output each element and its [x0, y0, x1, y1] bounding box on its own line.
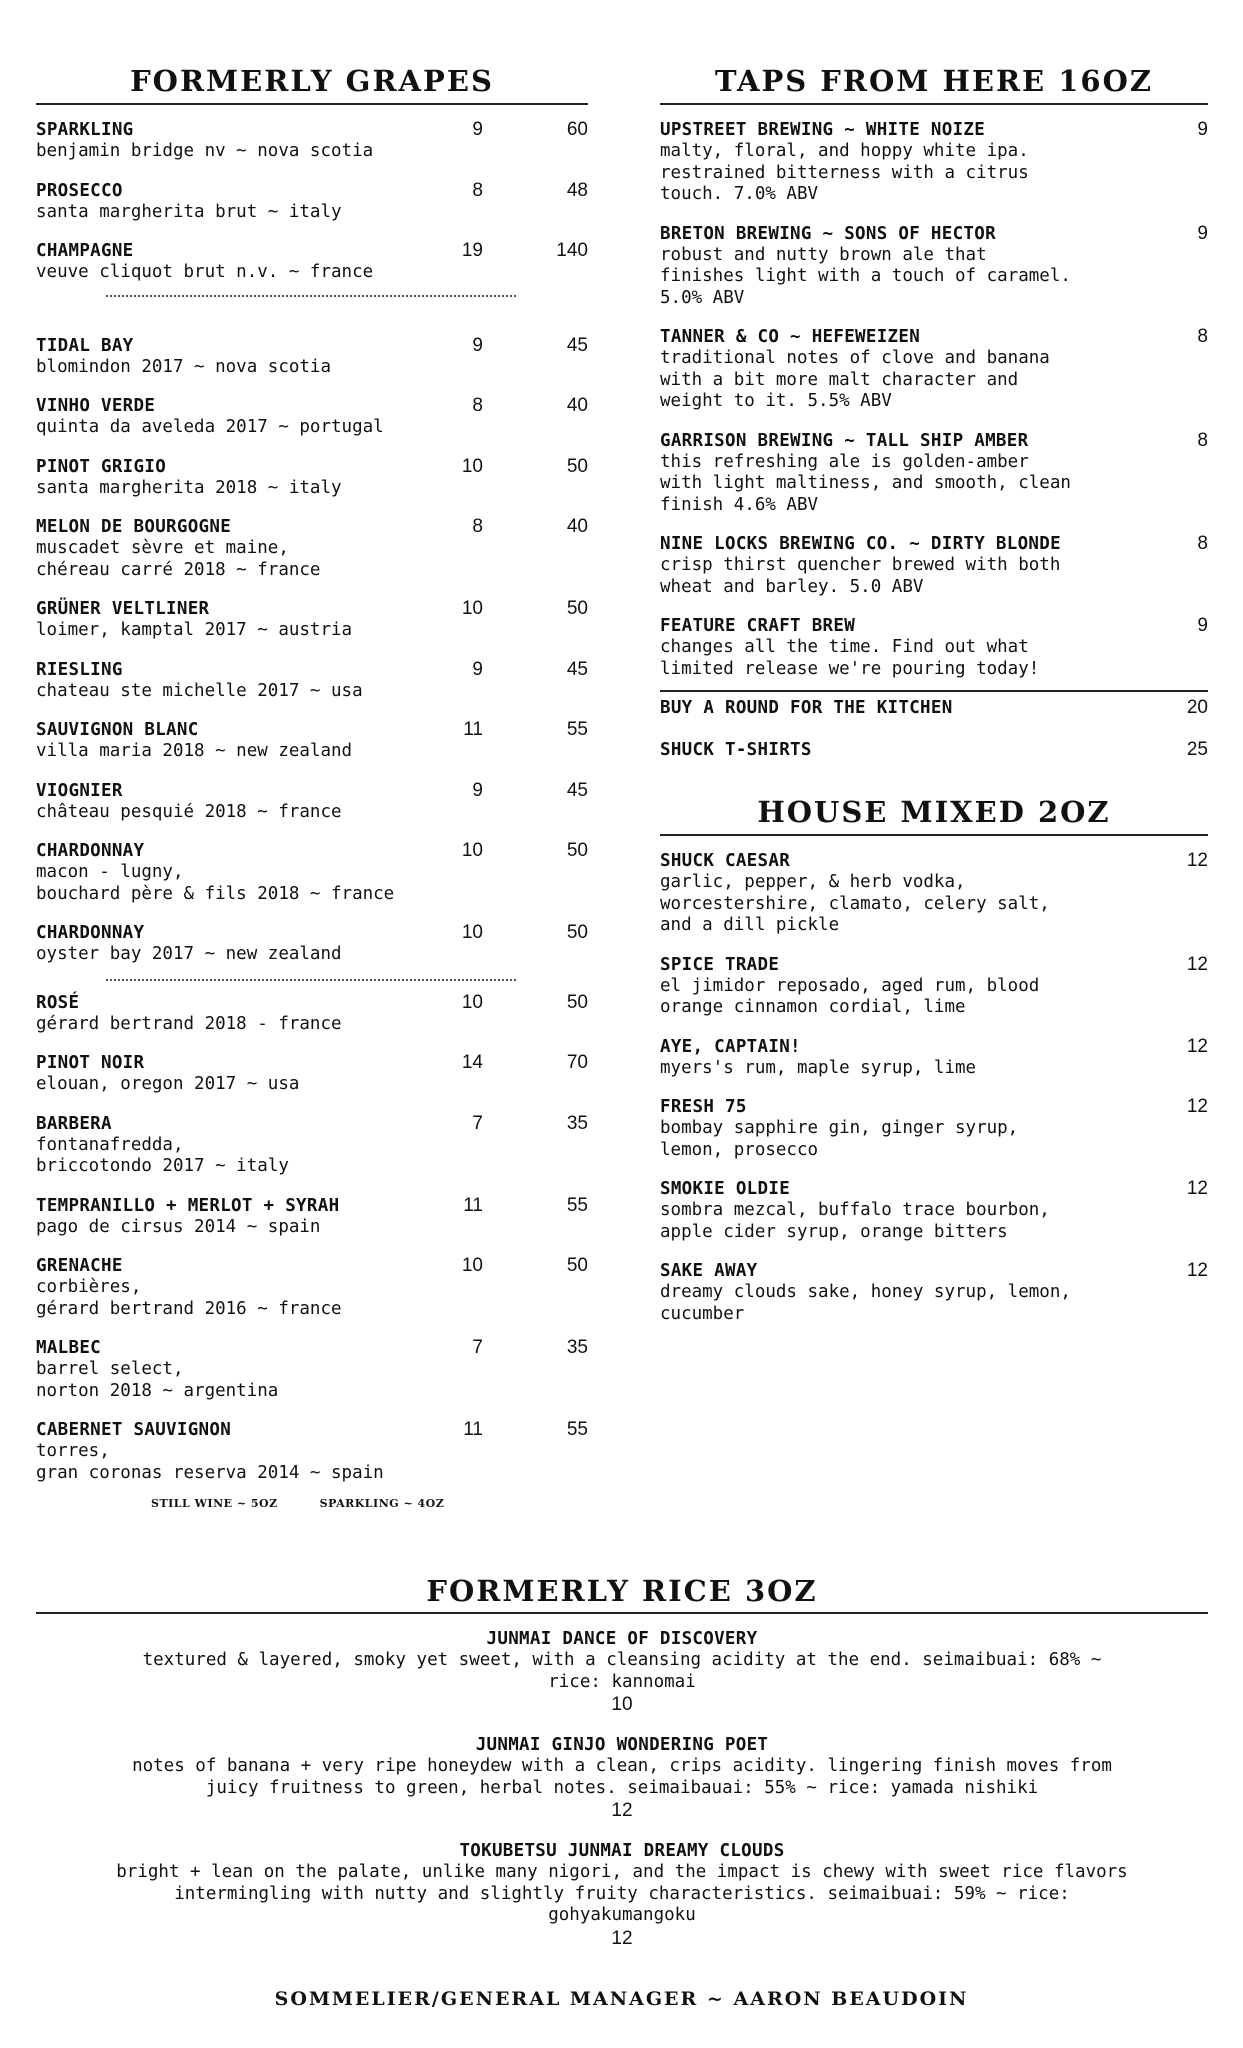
- glass-price: 9: [472, 334, 483, 356]
- bottle-price: 60: [566, 119, 588, 140]
- wine-description: pago de cirsus 2014 ~ spain: [36, 1216, 321, 1237]
- extras-list: [660, 697, 1208, 761]
- wine-name: GRENACHE: [36, 1256, 123, 1276]
- glass-price: 9: [472, 658, 483, 680]
- drink-price: 9: [1197, 119, 1208, 140]
- wine-description: loimer, kamptal 2017 ~ austria: [36, 620, 353, 640]
- mixed-drinks-list: [660, 850, 1208, 1325]
- cocktail-item: [660, 850, 1208, 937]
- sake-section-title: FORMERLY RICE 3OZ: [426, 1574, 818, 1608]
- extra-name: SHUCK T-SHIRTS: [660, 740, 812, 760]
- wine-description: oyster bay 2017 ~ new zealand: [36, 944, 342, 964]
- pour-size-note: [151, 1497, 588, 1510]
- wine-name: RIESLING: [36, 659, 123, 680]
- glass-price: 14: [461, 1052, 483, 1073]
- wine-item: [36, 719, 588, 763]
- sparkling-wine-list: [36, 119, 588, 284]
- extra-price: 25: [1186, 739, 1208, 760]
- glass-price: 10: [461, 455, 483, 477]
- drink-price: 12: [1186, 1260, 1208, 1281]
- bottle-price: 45: [566, 779, 588, 801]
- drink-description: garlic, pepper, & herb vodka, worcestershire, clamato, celery salt, and a dill pickle: [660, 872, 1050, 935]
- glass-price: 10: [461, 840, 483, 861]
- glass-price: 8: [472, 516, 483, 537]
- cocktail-item: [660, 954, 1208, 1019]
- wine-item: [36, 598, 588, 642]
- wine-description: santa margherita 2018 ~ italy: [36, 477, 342, 498]
- wine-item: [36, 180, 588, 224]
- glass-price: 10: [461, 598, 483, 619]
- drink-price: 8: [1197, 326, 1208, 347]
- drink-name: SMOKIE OLDIE: [660, 1179, 791, 1199]
- drink-description: sombra mezcal, buffalo trace bourbon, apple cider syrup, orange bitters: [660, 1200, 1050, 1242]
- dotted-divider: [106, 979, 516, 981]
- wine-item: [36, 1052, 588, 1096]
- bottle-price: 40: [566, 395, 588, 416]
- wine-name: MELON DE BOURGOGNE: [36, 517, 232, 537]
- drink-price: 9: [1197, 222, 1208, 244]
- drink-description: this refreshing ale is golden-amber with light maltiness, and smooth, clean finish 4.6% ABV: [660, 451, 1071, 515]
- wine-description: elouan, oregon 2017 ~ usa: [36, 1074, 300, 1094]
- wine-title-rule: [36, 103, 588, 105]
- wine-item: [36, 840, 588, 905]
- bottle-price: 35: [566, 1112, 588, 1134]
- bottle-price: 50: [566, 598, 588, 619]
- drink-name: NINE LOCKS BREWING CO. ~ DIRTY BLONDE: [660, 534, 1061, 554]
- wine-name: VIOGNIER: [36, 780, 123, 801]
- wine-name: PROSECCO: [36, 180, 123, 201]
- wine-item: [36, 1419, 588, 1484]
- drink-description: el jimidor reposado, aged rum, blood orange cinnamon cordial, lime: [660, 975, 1040, 1017]
- extra-item: [660, 697, 1208, 719]
- wine-item: [36, 335, 588, 379]
- cocktail-item: [660, 1096, 1208, 1161]
- wine-description: fontanafredda, briccotondo 2017 ~ italy: [36, 1134, 289, 1176]
- glass-price: 10: [461, 991, 483, 1013]
- glass-price: 19: [461, 240, 483, 261]
- bottle-price: 40: [566, 516, 588, 537]
- wine-item: [36, 992, 588, 1036]
- wine-item: [36, 516, 588, 581]
- drink-name: GARRISON BREWING ~ TALL SHIP AMBER: [660, 430, 1029, 451]
- wine-name: GRÜNER VELTLINER: [36, 599, 210, 619]
- glass-price: 10: [461, 922, 483, 943]
- wine-item: [36, 780, 588, 824]
- drink-description: malty, floral, and hoppy white ipa. restrained bitterness with a citrus touch. 7.0% ABV: [660, 141, 1029, 204]
- wine-name: CHARDONNAY: [36, 841, 145, 861]
- taps-title-rule: [660, 103, 1208, 105]
- drink-description: crisp thirst quencher brewed with both wheat and barley. 5.0 ABV: [660, 555, 1061, 597]
- wine-name: PINOT NOIR: [36, 1053, 145, 1073]
- glass-price: 9: [472, 779, 483, 801]
- sake-item: [36, 1628, 1208, 1717]
- sake-description: textured & layered, smoky yet sweet, with a cleansing acidity at the end. seimaibuai: 68% ~ rice: kannomai: [142, 1650, 1102, 1692]
- beer-item: [660, 119, 1208, 206]
- red-wine-list: [36, 992, 588, 1485]
- glass-price: 9: [472, 119, 483, 140]
- wine-name: CABERNET SAUVIGNON: [36, 1420, 232, 1440]
- bottle-price: 55: [566, 1419, 588, 1440]
- beer-item: [660, 533, 1208, 598]
- glass-price: 10: [461, 1255, 483, 1276]
- drink-price: 12: [1186, 1035, 1208, 1057]
- cocktail-item: [660, 1178, 1208, 1243]
- bottle-price: 50: [566, 991, 588, 1013]
- wine-item: [36, 240, 588, 284]
- drink-description: changes all the time. Find out what limited release we're pouring today!: [660, 637, 1040, 679]
- drink-description: dreamy clouds sake, honey syrup, lemon, cucumber: [660, 1282, 1071, 1324]
- wine-description: macon - lugny, bouchard père & fils 2018 ~ france: [36, 862, 395, 904]
- wine-description: barrel select, norton 2018 ~ argentina: [36, 1359, 279, 1401]
- extra-price: 20: [1186, 697, 1208, 718]
- wine-item: [36, 119, 588, 163]
- sake-item: [36, 1734, 1208, 1823]
- extra-name: BUY A ROUND FOR THE KITCHEN: [660, 698, 953, 718]
- wine-name: ROSÉ: [36, 992, 80, 1013]
- drink-price: 8: [1197, 429, 1208, 451]
- drink-description: myers's rum, maple syrup, lime: [660, 1057, 977, 1078]
- wine-item: [36, 1337, 588, 1402]
- dotted-divider: [106, 295, 516, 297]
- drink-price: 12: [1186, 850, 1208, 871]
- glass-price: 7: [472, 1112, 483, 1134]
- white-wine-list: [36, 335, 588, 966]
- wine-description: corbières, gérard bertrand 2016 ~ france: [36, 1277, 342, 1319]
- bottle-price: 140: [556, 240, 588, 261]
- wine-description: villa maria 2018 ~ new zealand: [36, 741, 353, 761]
- wine-item: [36, 659, 588, 703]
- cocktail-item: [660, 1260, 1208, 1325]
- manager-credit: SOMMELIER/GENERAL MANAGER ~ AARON BEAUDOIN: [274, 1988, 969, 2010]
- cocktail-item: [660, 1036, 1208, 1080]
- wine-name: SPARKLING: [36, 120, 134, 140]
- bottle-price: 70: [566, 1052, 588, 1073]
- wine-name: BARBERA: [36, 1113, 112, 1134]
- wine-name: CHARDONNAY: [36, 923, 145, 943]
- glass-price: 8: [472, 179, 483, 201]
- wine-name: SAUVIGNON BLANC: [36, 720, 199, 740]
- wine-description: santa margherita brut ~ italy: [36, 201, 342, 222]
- bottle-price: 50: [566, 455, 588, 477]
- beer-item: [660, 223, 1208, 310]
- wine-section: [36, 64, 588, 1510]
- sake-description: notes of banana + very ripe honeydew with a clean, crips acidity. lingering finish moves from juicy fruitness to green, herbal notes. seimaibauai: 55% ~ rice: yamada nishiki: [132, 1756, 1112, 1798]
- beer-item: [660, 326, 1208, 413]
- mixed-section-title: HOUSE MIXED 2OZ: [757, 795, 1111, 829]
- wine-name: TIDAL BAY: [36, 335, 134, 356]
- drink-name: TANNER & CO ~ HEFEWEIZEN: [660, 327, 921, 347]
- drink-name: FRESH 75: [660, 1097, 747, 1117]
- wine-description: benjamin bridge nv ~ nova scotia: [36, 141, 374, 161]
- wine-description: veuve cliquot brut n.v. ~ france: [36, 262, 374, 282]
- glass-price: 11: [463, 1194, 483, 1216]
- wine-description: blomindon 2017 ~ nova scotia: [36, 356, 332, 377]
- glass-price: 11: [463, 1419, 483, 1440]
- sake-price: 12: [611, 1927, 633, 1949]
- sake-price: 10: [611, 1694, 633, 1715]
- wine-description: château pesquié 2018 ~ france: [36, 801, 342, 822]
- sparkling-pour: SPARKLING ~ 4OZ: [319, 1497, 445, 1510]
- wine-description: quinta da aveleda 2017 ~ portugal: [36, 417, 384, 437]
- wine-description: chateau ste michelle 2017 ~ usa: [36, 680, 363, 701]
- wine-item: [36, 456, 588, 500]
- wine-name: TEMPRANILLO + MERLOT + SYRAH: [36, 1195, 340, 1216]
- drink-name: UPSTREET BREWING ~ WHITE NOIZE: [660, 120, 986, 140]
- drink-price: 12: [1186, 1178, 1208, 1199]
- bottle-price: 45: [566, 658, 588, 680]
- sake-title-rule: [36, 1612, 1208, 1614]
- drink-price: 12: [1186, 1096, 1208, 1117]
- wine-item: [36, 1255, 588, 1320]
- bottle-price: 50: [566, 840, 588, 861]
- drink-name: BRETON BREWING ~ SONS OF HECTOR: [660, 223, 996, 244]
- drink-price: 8: [1197, 533, 1208, 554]
- bottle-price: 48: [566, 179, 588, 201]
- drink-description: robust and nutty brown ale that finishes light with a touch of caramel. 5.0% ABV: [660, 244, 1071, 308]
- sake-name: JUNMAI GINJO WONDERING POET: [475, 1735, 769, 1755]
- sake-name: TOKUBETSU JUNMAI DREAMY CLOUDS: [459, 1841, 785, 1861]
- sake-list: [36, 1628, 1208, 1951]
- bottle-price: 55: [566, 719, 588, 740]
- drink-description: bombay sapphire gin, ginger syrup, lemon, prosecco: [660, 1118, 1019, 1160]
- wine-item: [36, 922, 588, 966]
- glass-price: 11: [463, 719, 483, 740]
- taps-section: [660, 64, 1208, 1342]
- mixed-title-rule: [660, 834, 1208, 836]
- extras-rule: [660, 690, 1208, 692]
- beer-item: [660, 430, 1208, 517]
- sake-price: 12: [611, 1800, 633, 1821]
- drink-name: SAKE AWAY: [660, 1261, 758, 1281]
- wine-item: [36, 395, 588, 439]
- wine-description: gérard bertrand 2018 - france: [36, 1013, 342, 1034]
- bottle-price: 45: [566, 334, 588, 356]
- wine-item: [36, 1195, 588, 1239]
- wine-description: muscadet sèvre et maine, chéreau carré 2018 ~ france: [36, 538, 321, 580]
- sake-section: [36, 1574, 1208, 1968]
- drink-name: SPICE TRADE: [660, 954, 780, 975]
- bottle-price: 35: [566, 1337, 588, 1358]
- beer-item: [660, 615, 1208, 680]
- sake-description: bright + lean on the palate, unlike many nigori, and the impact is chewy with sweet rice flavors intermingling with nutty and slightly fruity characteristics. seimaibuai: 59% ~ rice: gohyakumangoku: [116, 1862, 1128, 1925]
- drink-name: AYE, CAPTAIN!: [660, 1036, 801, 1057]
- drink-price: 9: [1197, 615, 1208, 636]
- bottle-price: 55: [566, 1194, 588, 1216]
- sake-item: [36, 1840, 1208, 1951]
- wine-name: CHAMPAGNE: [36, 241, 134, 261]
- wine-item: [36, 1113, 588, 1178]
- taps-list: [660, 119, 1208, 680]
- wine-description: torres, gran coronas reserva 2014 ~ spain: [36, 1441, 384, 1483]
- wine-name: VINHO VERDE: [36, 396, 156, 416]
- drink-description: traditional notes of clove and banana with a bit more malt character and weight to it. 5.5% ABV: [660, 348, 1050, 411]
- bottle-price: 50: [566, 1255, 588, 1276]
- glass-price: 7: [472, 1337, 483, 1358]
- taps-section-title: TAPS FROM HERE 16OZ: [714, 64, 1154, 98]
- wine-name: PINOT GRIGIO: [36, 456, 167, 477]
- extra-item: [660, 739, 1208, 761]
- wine-name: MALBEC: [36, 1338, 102, 1358]
- drink-name: FEATURE CRAFT BREW: [660, 616, 856, 636]
- still-wine-pour: STILL WINE ~ 5OZ: [151, 1497, 278, 1510]
- glass-price: 8: [472, 395, 483, 416]
- drink-name: SHUCK CAESAR: [660, 851, 791, 871]
- wine-section-title: FORMERLY GRAPES: [130, 64, 494, 98]
- bottle-price: 50: [566, 922, 588, 943]
- sake-name: JUNMAI DANCE OF DISCOVERY: [486, 1629, 758, 1649]
- drink-price: 12: [1186, 953, 1208, 975]
